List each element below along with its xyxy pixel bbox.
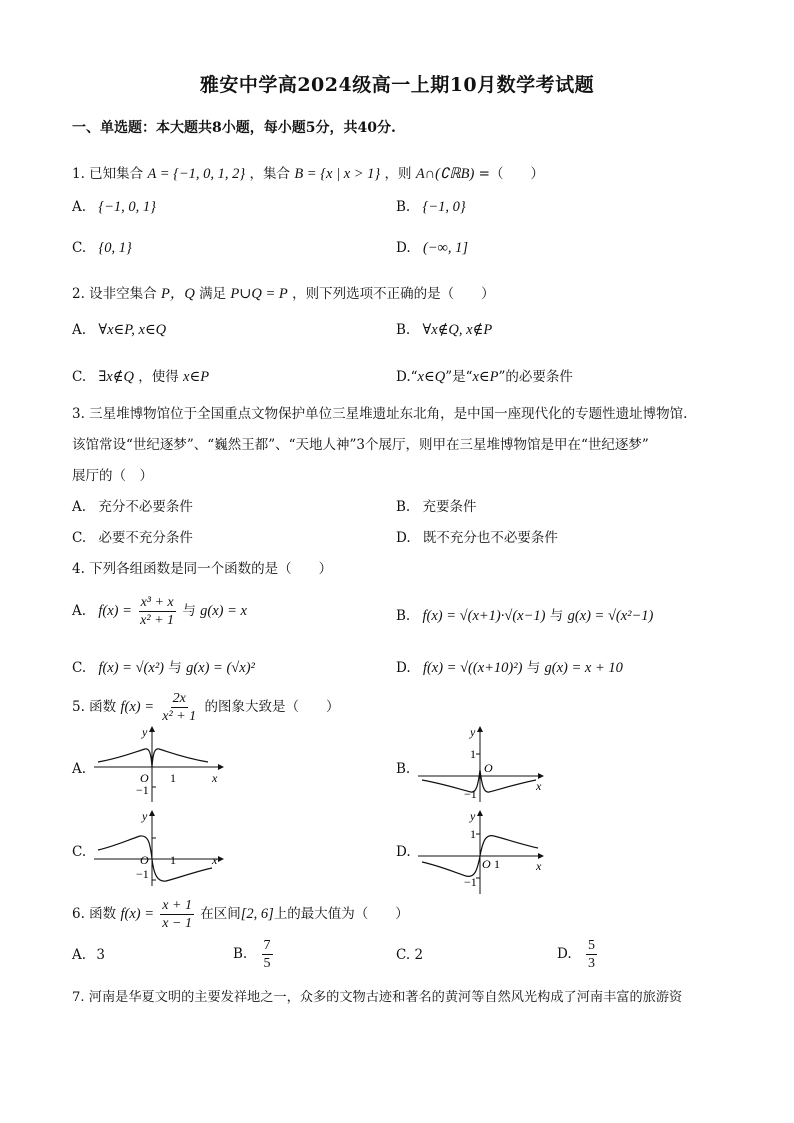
tick-label-neg1: −1 [464,787,477,801]
option-f: f(x) = √(x+1)·√(x−1) [422,608,546,624]
option-label: C. [72,660,87,676]
option-g: g(x) = √(x²−1) [567,608,654,624]
x-label: x [536,859,542,873]
q2-condition: P∪Q = P [230,286,288,302]
curve [98,749,208,767]
option-conj: 与 [549,608,564,624]
tick-label-1: 1 [170,853,176,867]
option-g: g(x) = x [200,603,247,619]
option-f: f(x) = √((x+10)²) [422,660,523,676]
y-label: y [142,809,148,823]
q2-option-a[interactable] [72,322,166,339]
option-label: C. [72,240,87,256]
q5-stem-b: 的图象大致是（ ） [204,699,340,715]
question-1 [72,162,544,183]
q5-f: f(x) = [120,699,154,715]
option-label: B. [396,322,411,338]
fraction-numerator: x³ + x [140,595,174,610]
q1-set-b: B = {x | x > 1} [294,166,381,182]
question-2 [72,282,495,303]
q3-option-c[interactable] [72,526,193,546]
fraction [160,897,194,932]
option-text: 既不充分也不必要条件 [422,530,558,546]
fraction [160,690,198,725]
q2-stem-c: ，则下列选项不正确的是（ ） [292,286,495,302]
q1-stem-a: 1. 已知集合 [72,166,144,182]
q6-stem-a: 6. 函数 [72,906,117,922]
option-text: {−1, 0} [422,199,466,215]
y-arrow [477,726,483,732]
option-label: A. [72,199,87,215]
q2-option-b[interactable] [396,322,492,339]
option-text: “ [410,369,418,385]
q1-expression: A∩(∁ℝB) [415,166,475,182]
fraction-denominator: x − 1 [162,916,192,931]
q5-graph-d[interactable] [414,806,554,896]
q1-stem-d: =（ ） [478,166,544,182]
q6-option-d[interactable] [557,937,599,972]
tick-label-1: 1 [494,857,500,871]
y-label: y [142,725,148,739]
q4-option-b[interactable] [396,604,653,625]
q1-option-a[interactable] [72,199,156,216]
tick-label-1: 1 [470,827,476,841]
q5-option-b-label[interactable]: B. [396,761,411,777]
fraction [586,937,597,972]
option-f: f(x) = √(x²) [98,660,164,676]
option-text: x∈P [472,369,499,385]
q5-graph-b[interactable] [414,722,554,804]
option-text: ”的必要条件 [498,369,573,385]
option-text: {−1, 0, 1} [98,199,156,215]
q2-stem-b: 满足 [199,286,227,302]
option-text: 充分不必要条件 [98,499,193,515]
q1-stem-b: ，集合 [249,166,291,182]
option-conj: 与 [168,660,182,676]
q3-option-a[interactable] [72,495,193,515]
q6-option-a[interactable] [72,947,105,963]
q4-option-c[interactable] [72,656,255,677]
q3-option-b[interactable] [396,495,477,515]
curve [422,770,536,792]
q2-sets: P，Q [160,286,195,302]
origin-label: O [140,853,149,867]
q4-stem: 4. 下列各组函数是同一个函数的是（ ） [72,561,333,577]
option-label: D. [396,530,411,546]
q4-option-a[interactable] [72,594,247,629]
section-heading: 一、单选题：本大题共8小题，每小题5分，共40分. [72,120,396,136]
option-conj: 与 [526,660,541,676]
option-text: x∈P [183,369,210,385]
q5-graph-a[interactable] [90,722,230,804]
q1-option-c[interactable] [72,240,132,257]
option-label: B. [396,199,411,215]
fraction [262,937,273,972]
q2-option-d[interactable] [396,365,573,386]
y-label: y [470,725,476,739]
option-label: A. [72,322,87,338]
option-text: 必要不充分条件 [98,530,193,546]
option-label: C. [72,530,87,546]
option-text: ，使得 [138,369,179,385]
q6-stem-c: 上的最大值为（ ） [273,906,409,922]
q1-stem-c: ，则 [384,166,412,182]
option-text: (−∞, 1] [422,240,469,256]
option-label: A. [72,947,87,963]
fraction-denominator: 5 [263,956,271,971]
q6-interval: [2, 6] [240,906,274,922]
option-g: g(x) = x + 10 [544,660,623,676]
option-label: D. [396,660,411,676]
q5-graph-c[interactable] [90,806,230,888]
q3-line-2: 该馆常设“世纪逐梦”、“巍然王都”、“天地人神”3个展厅，则甲在三星堆博物馆是甲在“世纪逐梦” [72,437,649,453]
q6-option-b[interactable] [233,937,275,972]
option-text: ∀x∈P, x∈Q [98,322,167,338]
q1-option-d[interactable] [396,240,468,257]
option-label: D. [557,946,572,962]
q3-line-3: 展厅的（ ） [72,468,153,484]
q5-stem-a: 5. 函数 [72,699,117,715]
fraction-denominator: 3 [587,956,595,971]
option-label: B. [396,608,411,624]
option-f: f(x) = [98,603,132,619]
option-text: x∈Q [417,369,446,385]
option-g: g(x) = (√x)² [186,660,255,676]
option-label: D. [396,369,411,385]
fraction-numerator: 5 [587,938,595,953]
tick-label-neg1: −1 [464,875,477,889]
tick-label-neg1: −1 [136,783,149,797]
q6-option-c[interactable] [396,947,423,963]
q5-option-c-label[interactable]: C. [72,844,87,860]
fraction-denominator: x² + 1 [140,613,175,628]
origin-label: O [484,761,493,775]
option-text: {0, 1} [98,240,132,256]
origin-label: O [140,771,149,785]
q3-option-d[interactable] [396,526,558,546]
option-label: A. [72,603,87,619]
tick-label-neg1: −1 [136,867,149,881]
y-arrow [149,726,155,732]
fraction-numerator: x + 1 [162,898,192,913]
tick-label-1: 1 [470,747,476,761]
option-text: 充要条件 [422,499,477,515]
option-label: A. [72,499,87,515]
x-label: x [212,771,218,785]
x-label: x [212,853,218,867]
option-label: C. [396,947,411,963]
q5-stem [72,690,339,725]
q6-f: f(x) = [120,906,154,922]
option-text: 2 [414,947,424,963]
q1-option-b[interactable] [396,199,466,216]
option-label: D. [396,240,411,256]
option-text: ”是“ [445,369,473,385]
fraction-denominator: x² + 1 [162,709,197,724]
fraction-numerator: 7 [263,938,271,953]
q2-stem-a: 2. 设非空集合 [72,286,157,302]
q1-set-a: A = {−1, 0, 1, 2} [147,166,246,182]
option-text: ∃x∉Q [98,369,134,385]
q4-option-d[interactable] [396,656,623,677]
q6-stem [72,897,409,932]
q6-stem-b: 在区间 [200,906,241,922]
option-text: ∀x∉Q, x∉P [422,322,493,338]
option-label: B. [396,499,411,515]
q7-line-1: 7. 河南是华夏文明的主要发祥地之一，众多的文物古迹和著名的黄河等自然风光构成了河南丰富的旅游资 [72,990,683,1005]
option-label: B. [233,946,248,962]
option-conj: 与 [182,603,196,619]
y-arrow [477,810,483,816]
fraction [138,594,176,629]
y-arrow [149,810,155,816]
option-text: 3 [96,947,105,963]
x-arrow [218,764,224,770]
tick-label-1: 1 [170,771,176,785]
q3-line-1: 3. 三星堆博物馆位于全国重点文物保护单位三星堆遗址东北角，是中国一座现代化的专题性遗址博物馆. [72,406,688,422]
q5-option-d-label[interactable]: D. [396,844,411,860]
y-label: y [470,809,476,823]
x-arrow [218,856,224,862]
page-title: 雅安中学高2024级高一上期10月数学考试题 [199,74,595,96]
fraction-numerator: 2x [172,691,186,706]
q5-option-a-label[interactable]: A. [72,761,87,777]
option-label: C. [72,369,87,385]
x-label: x [536,779,542,793]
origin-label: O [482,857,491,871]
q2-option-c[interactable] [72,365,209,386]
